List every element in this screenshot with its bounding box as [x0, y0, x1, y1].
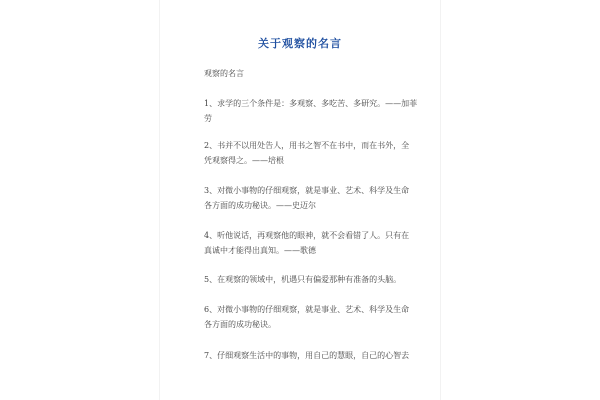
quote-1	[204, 96, 429, 126]
quote-6-line-1: 6、对微小事物的仔细观察，就是事业、艺术、科学及生命	[204, 305, 410, 314]
quote-4-line-2: 真诚中才能得出真知。——歌德	[204, 246, 316, 255]
quote-2-line-1: 2、书并不以用处告人，用书之智不在书中，而在书外，全	[204, 141, 410, 150]
quote-4-line-1: 4、听他说话，再观察他的眼神，就不会看错了人。只有在	[204, 231, 410, 240]
document-page	[160, 0, 440, 400]
quote-5	[204, 272, 429, 287]
quote-2-line-2: 凭观察得之。——培根	[204, 156, 284, 165]
quote-6	[204, 302, 429, 332]
quote-5-line-1: 5、在观察的领域中，机遇只有偏爱那种有准备的头脑。	[204, 275, 402, 284]
quote-4	[204, 228, 429, 258]
quote-7	[204, 348, 429, 363]
document-title: 关于观察的名言	[258, 37, 342, 50]
quote-7-line-1: 7、仔细观察生活中的事物，用自己的慧眼，自己的心智去	[204, 351, 410, 360]
quote-3	[204, 183, 429, 213]
quote-2	[204, 138, 429, 168]
quote-6-line-2: 各方面的成功秘诀。	[204, 320, 276, 329]
quote-3-line-1: 3、对微小事物的仔细观察，就是事业、艺术、科学及生命	[204, 186, 410, 195]
document-subtitle: 观察的名言	[204, 69, 244, 78]
quote-1-line-1: 1、求学的三个条件是：多观察、多吃苦、多研究。——加菲	[204, 99, 418, 108]
quote-1-line-2: 劳	[204, 114, 212, 123]
quote-3-line-2: 各方面的成功秘诀。——史迈尔	[204, 201, 316, 210]
